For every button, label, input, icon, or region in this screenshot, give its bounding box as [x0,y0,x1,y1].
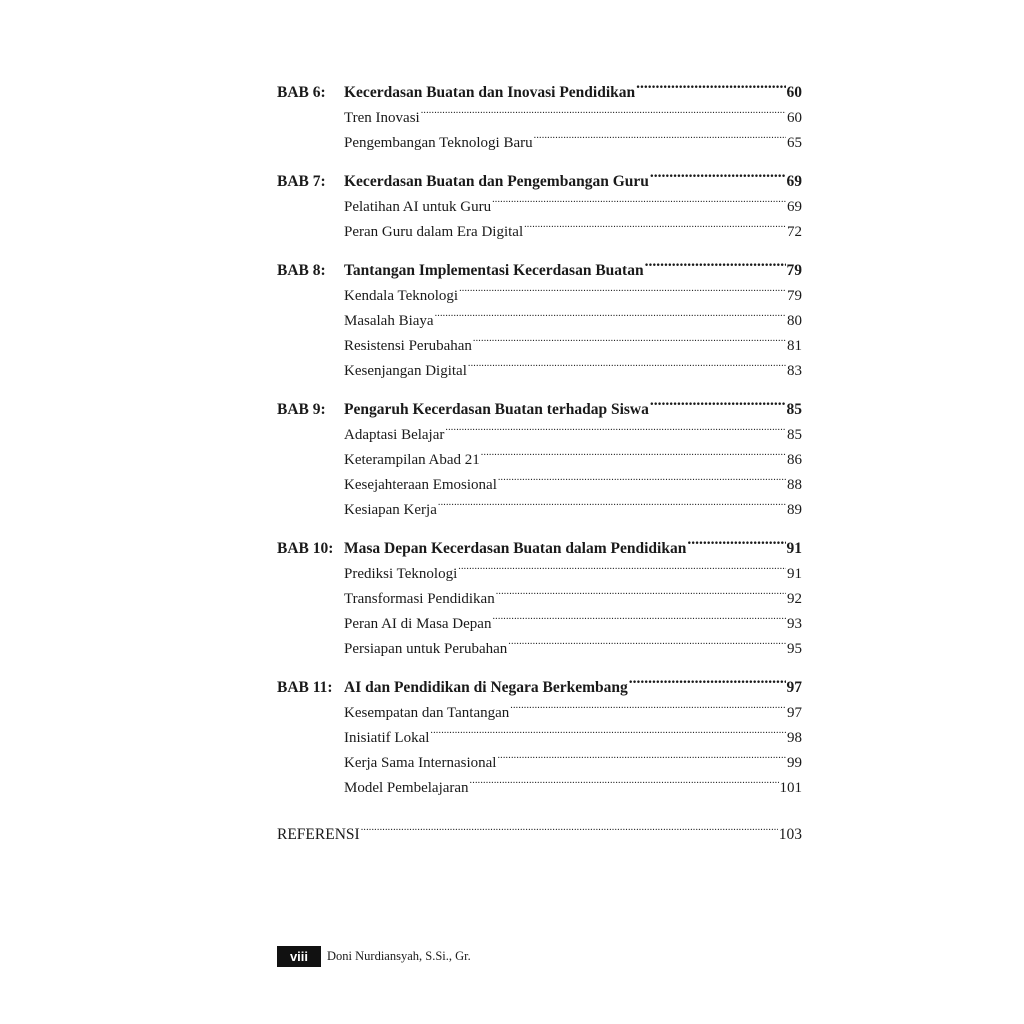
dot-leader [534,122,786,147]
chapter-list [277,72,802,796]
dot-leader [430,717,786,742]
section-title: Tren Inovasi [344,110,420,126]
page-number-badge: viii [277,946,321,967]
section-page: 95 [787,641,802,657]
chapter-number: BAB 6: [277,84,326,101]
dot-leader [636,72,785,97]
chapter-page: 69 [786,173,802,190]
dot-leader [629,667,786,692]
section-title: Kesejahteraan Emosional [344,477,497,493]
section-page: 65 [787,135,802,151]
section-page: 88 [787,477,802,493]
references-page: 103 [778,826,802,843]
dot-leader [435,300,786,325]
dot-leader [473,325,786,350]
chapter-block [277,528,802,657]
chapter-title: Tantangan Implementasi Kecerdasan Buatan [344,262,644,279]
section-title: Prediksi Teknologi [344,566,458,582]
chapter-page: 91 [786,540,802,557]
section-title: Persiapan untuk Perubahan [344,641,508,657]
chapter-block [277,389,802,518]
chapter-number: BAB 11: [277,679,333,696]
dot-leader [650,389,786,414]
page-footer [277,945,471,967]
section-title: Kesiapan Kerja [344,502,437,518]
dot-leader [445,414,786,439]
chapter-page: 60 [786,84,802,101]
chapter-block [277,72,802,151]
section-page: 80 [787,313,802,329]
chapter-number: BAB 9: [277,401,326,418]
section-page: 92 [787,591,802,607]
dot-leader [650,161,786,186]
chapter-entry[interactable] [277,528,802,557]
section-page: 101 [779,780,802,796]
section-title: Peran AI di Masa Depan [344,616,492,632]
chapter-entry[interactable] [277,250,802,279]
chapter-title: Kecerdasan Buatan dan Inovasi Pendidikan [344,84,636,101]
section-title: Peran Guru dalam Era Digital [344,224,524,240]
section-title: Pengembangan Teknologi Baru [344,135,533,151]
dot-leader [687,528,785,553]
dot-leader [510,692,786,717]
chapter-block [277,667,802,796]
section-title: Kesenjangan Digital [344,363,467,379]
dot-leader [421,97,786,122]
section-title: Inisiatif Lokal [344,730,430,746]
dot-leader [645,250,786,275]
references-entry[interactable] [277,814,802,843]
section-title: Pelatihan AI untuk Guru [344,199,492,215]
chapter-page: 85 [786,401,802,418]
section-title: Model Pembelajaran [344,780,469,796]
chapter-number: BAB 7: [277,173,326,190]
chapter-page: 97 [786,679,802,696]
section-page: 72 [787,224,802,240]
table-of-contents [277,72,802,843]
dot-leader [492,603,786,628]
chapter-title: Pengaruh Kecerdasan Buatan terhadap Siswa [344,401,649,418]
dot-leader [497,742,786,767]
chapter-number: BAB 8: [277,262,326,279]
dot-leader [492,186,786,211]
section-page: 79 [787,288,802,304]
section-page: 93 [787,616,802,632]
chapter-entry[interactable] [277,389,802,418]
chapter-entry[interactable] [277,161,802,190]
section-page: 91 [787,566,802,582]
section-title: Adaptasi Belajar [344,427,445,443]
dot-leader [459,275,786,300]
dot-leader [508,628,786,653]
chapter-number: BAB 10: [277,540,334,557]
dot-leader [496,578,786,603]
section-title: Kesempatan dan Tantangan [344,705,510,721]
dot-leader [470,767,779,792]
section-title: Kendala Teknologi [344,288,459,304]
section-page: 69 [787,199,802,215]
references-title: REFERENSI [277,826,360,843]
author-name: Doni Nurdiansyah, S.Si., Gr. [327,948,471,963]
section-title: Masalah Biaya [344,313,434,329]
section-page: 85 [787,427,802,443]
dot-leader [481,439,786,464]
section-page: 99 [787,755,802,771]
chapter-title: Kecerdasan Buatan dan Pengembangan Guru [344,173,649,190]
section-page: 60 [787,110,802,126]
section-title: Kerja Sama Internasional [344,755,497,771]
dot-leader [458,553,786,578]
dot-leader [438,489,786,514]
chapter-entry[interactable] [277,72,802,101]
section-page: 89 [787,502,802,518]
section-title: Keterampilan Abad 21 [344,452,480,468]
chapter-page: 79 [786,262,802,279]
section-title: Transformasi Pendidikan [344,591,495,607]
chapter-entry[interactable] [277,667,802,696]
section-page: 81 [787,338,802,354]
section-title: Resistensi Perubahan [344,338,472,354]
section-page: 98 [787,730,802,746]
dot-leader [498,464,786,489]
chapter-title: AI dan Pendidikan di Negara Berkembang [344,679,628,696]
section-page: 97 [787,705,802,721]
dot-leader [468,350,786,375]
chapter-block [277,250,802,379]
dot-leader [524,211,786,236]
dot-leader [361,814,778,839]
chapter-block [277,161,802,240]
chapter-title: Masa Depan Kecerdasan Buatan dalam Pendidikan [344,540,687,557]
section-page: 83 [787,363,802,379]
section-page: 86 [787,452,802,468]
